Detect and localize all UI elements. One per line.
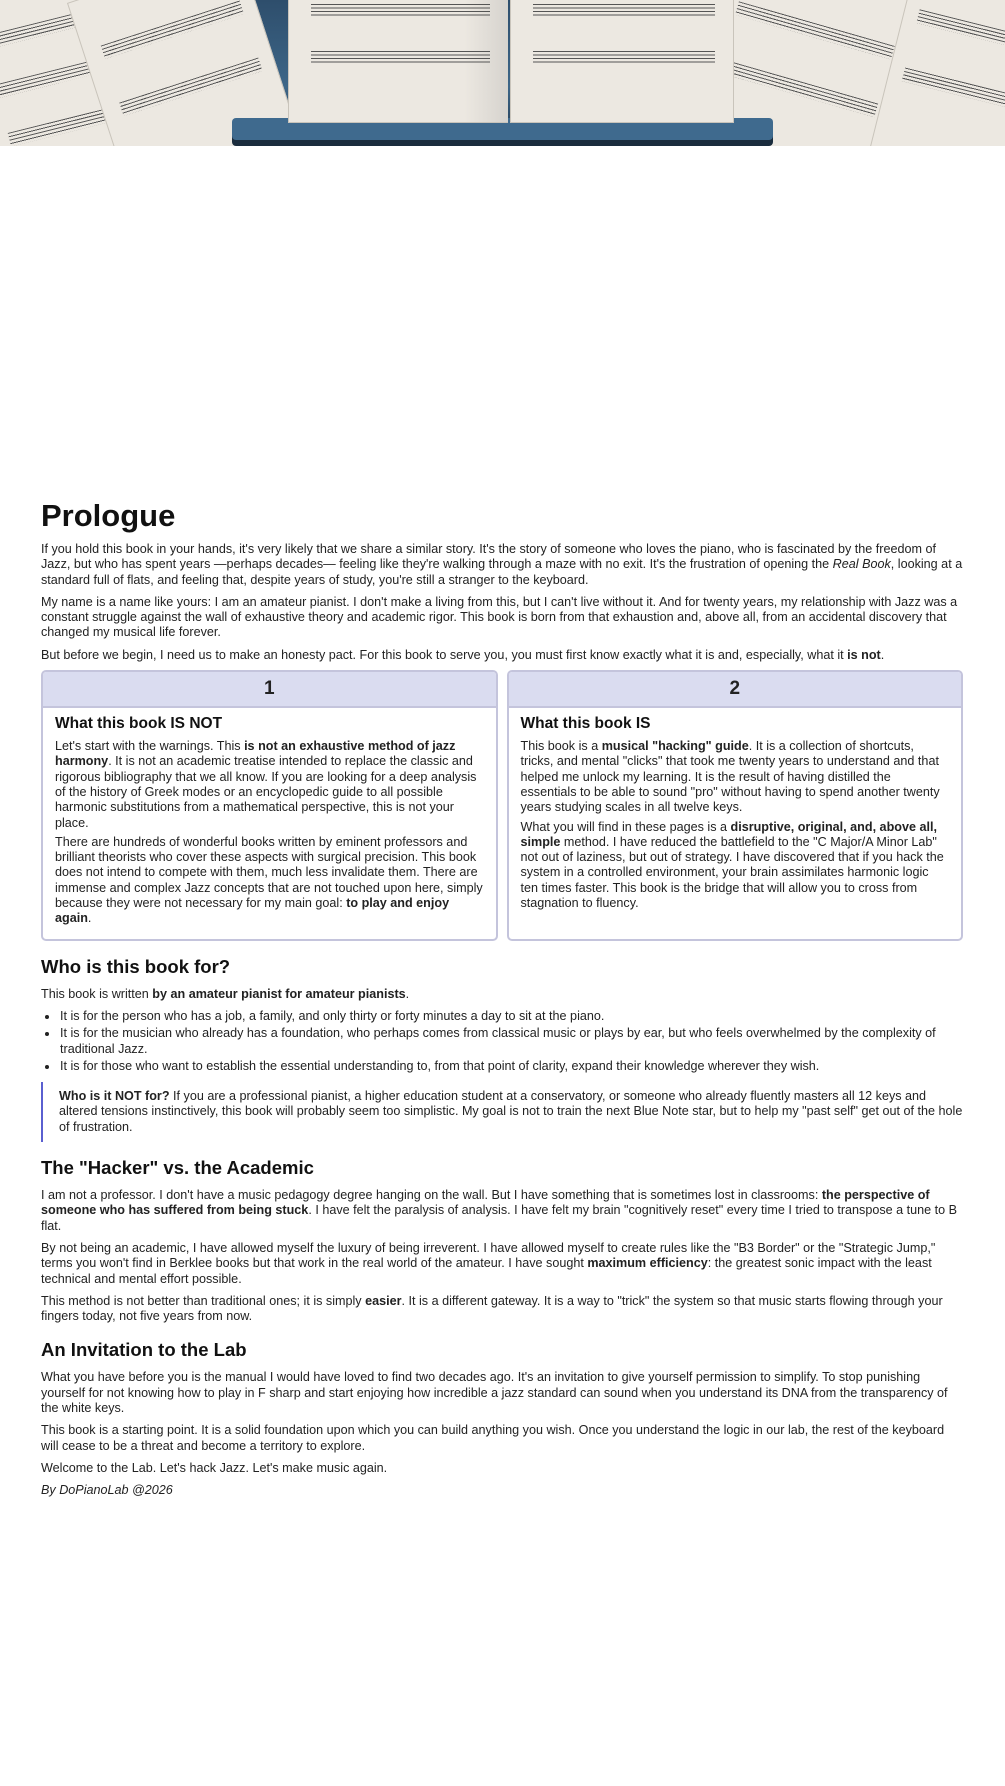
text: What you will find in these pages is a: [520, 819, 731, 834]
card-number: 2: [509, 672, 962, 708]
text: . It is a different gateway. It is a way to "trick" the system so that music starts flowing through your fingers today, not five years from now.: [41, 1293, 943, 1324]
bold: the perspective of someone who has suffered from being stuck: [41, 1188, 930, 1218]
card-number: 1: [43, 672, 496, 708]
paragraph: [41, 542, 963, 588]
paragraph: [521, 739, 950, 815]
section-heading: The "Hacker" vs. the Academic: [41, 1157, 314, 1179]
text: If you are a professional pianist, a higher education student at a conservatory, or someone who already fluently masters all 12 keys and altered tensions instinctively, this book will probably seem too simplistic. My goal is not to train the next Blue Note star, but to help my "past self" get out of the hole of frustration.: [59, 1089, 963, 1134]
bold: by an amateur pianist for amateur pianists: [152, 986, 406, 1001]
section-heading: An Invitation to the Lab: [41, 1339, 247, 1361]
paragraph: This book is a starting point. It is a solid foundation upon which you can build anything you wish. Once you understand the logic in our lab, the rest of the keyboard will cease to be a threat and become a territory to explore.: [41, 1423, 945, 1453]
paragraph: My name is a name like yours: I am an amateur pianist. I don't make a living from this, but I can't live without it. And for twenty years, my relationship with Jazz was a constant struggle against the wall of exhaustive theory and academic rigor. This book is born from that exhaustion and, above all, from an accidental discovery that changed my musical life forever.: [41, 594, 958, 640]
paragraph: Welcome to the Lab. Let's hack Jazz. Let's make music again.: [41, 1460, 388, 1475]
card-is: [507, 670, 964, 941]
callout-quote: [41, 1082, 963, 1142]
text: . I have felt the paralysis of analysis. I have felt my brain "cognitively reset" every time I tried to transpose a tune to B flat.: [41, 1203, 958, 1233]
open-book-left-page: [288, 0, 508, 123]
text: . It is not an academic treatise intended to replace the classic and rigorous bibliography that we all know. If you are looking for a deep analysis of the history of Greek modes or an encyclopedic guide to all possible harmonic substitutions from a mathematical perspective, this is not your place.: [55, 754, 477, 830]
card-title: What this book IS: [520, 715, 651, 733]
bold: Who is it NOT for?: [59, 1089, 170, 1104]
article: [41, 496, 963, 1505]
paragraph: [41, 987, 963, 1002]
paragraph: [521, 820, 950, 912]
text: .: [880, 647, 885, 662]
bold: easier: [365, 1293, 402, 1308]
header-banner-image: [0, 0, 1005, 146]
bold: disruptive, original, and, above all, simple: [520, 819, 937, 849]
bold: maximum efficiency: [587, 1256, 708, 1271]
byline: By DoPianoLab @2026: [41, 1483, 173, 1498]
card-title: What this book IS NOT: [55, 715, 223, 733]
paragraph: [41, 1241, 963, 1287]
text: This method is not better than traditional ones; it is simply: [41, 1293, 366, 1308]
comparison-cards: [41, 670, 963, 941]
text: . It is a collection of shortcuts, tricks, and mental "clicks" that took me twenty years to understand and that helped me unlock my learning. It is the result of having distilled the essentials to be able to sound "pro" without having to spend another twenty years studying scales in all twelve keys.: [520, 739, 940, 815]
text: But before we begin, I need us to make an honesty pact. For this book to serve you, you must first know exactly what it is and, especially, what it: [41, 647, 848, 662]
text: : the greatest sonic impact with the least technical and mental effort possible.: [41, 1256, 932, 1286]
paragraph: [41, 648, 963, 663]
text: By not being an academic, I have allowed myself the luxury of being irreverent. I have allowed myself to create rules like the "B3 Border" or the "Strategic Jump," terms you won't find in Berklee books but that work in the real world of the amateur. I have sought: [41, 1240, 936, 1271]
list-item: • It is for the person who has a job, a family, and only thirty or forty minutes a day to sit at the piano.: [59, 1009, 963, 1024]
bold: musical "hacking" guide: [601, 739, 749, 754]
open-book-right-page: [510, 0, 734, 123]
section-heading: Who is this book for?: [41, 955, 231, 977]
bold: to play and enjoy again: [55, 896, 450, 926]
text: , looking at a standard full of flats, and feeling that, despite years of study, you're still a stranger to the keyboard.: [41, 557, 963, 587]
paragraph: [55, 739, 484, 831]
text: .: [87, 911, 92, 926]
paragraph: [41, 1188, 963, 1234]
list-item: • It is for the musician who already has a foundation, who perhaps comes from classical music or plays by ear, but who feels overwhelmed by the complexity of traditional Jazz.: [59, 1026, 963, 1057]
bold: is not: [847, 647, 881, 662]
text: This book is written: [41, 986, 153, 1001]
page-title: Prologue: [41, 498, 176, 533]
text: This book is a: [520, 739, 602, 754]
text: If you hold this book in your hands, it's very likely that we share a similar story. It's the story of someone who loves the piano, who is fascinated by the freedom of Jazz, but who has spent years —perhaps decades— feeling like they're walking through a maze with no exit. It's the frustration of opening the: [41, 542, 936, 572]
text: method. I have reduced the battlefield to the "C Major/A Minor Lab" not out of laziness, but out of strategy. I have discovered that if you hack the system in a controlled environment, your brain assimilates harmonic logic ten times faster. This book is the bridge that will allow you to cross from stagnation to fluency.: [520, 834, 944, 911]
text: .: [405, 986, 410, 1001]
bold: is not an exhaustive method of jazz harmony: [55, 739, 456, 769]
text: Let's start with the warnings. This: [55, 739, 245, 754]
paragraph: [55, 835, 484, 927]
emphasis: Real Book: [832, 557, 891, 572]
text: There are hundreds of wonderful books written by eminent professors and brilliant theorists who cover these aspects with surgical precision. This book does not intend to compete with them, much less invalidate them. There are immense and complex Jazz concepts that are not touched upon here, simply because they were not necessary for my main goal:: [55, 834, 483, 911]
text: I am not a professor. I don't have a music pedagogy degree hanging on the wall. But I have something that is sometimes lost in classrooms:: [41, 1188, 822, 1203]
card-is-not: [41, 670, 498, 941]
paragraph: [41, 1294, 963, 1325]
audience-list: [59, 1009, 963, 1074]
paragraph: What you have before you is the manual I would have loved to find two decades ago. It's an invitation to give yourself permission to simplify. To stop punishing yourself for not knowing how to play in F sharp and start enjoying how incredible a jazz standard can sound when you understand its DNA from the transparency of the white keys.: [41, 1370, 948, 1415]
list-item: • It is for those who want to establish the essential understanding to, from that point of clarity, expand their knowledge wherever they wish.: [59, 1059, 963, 1074]
